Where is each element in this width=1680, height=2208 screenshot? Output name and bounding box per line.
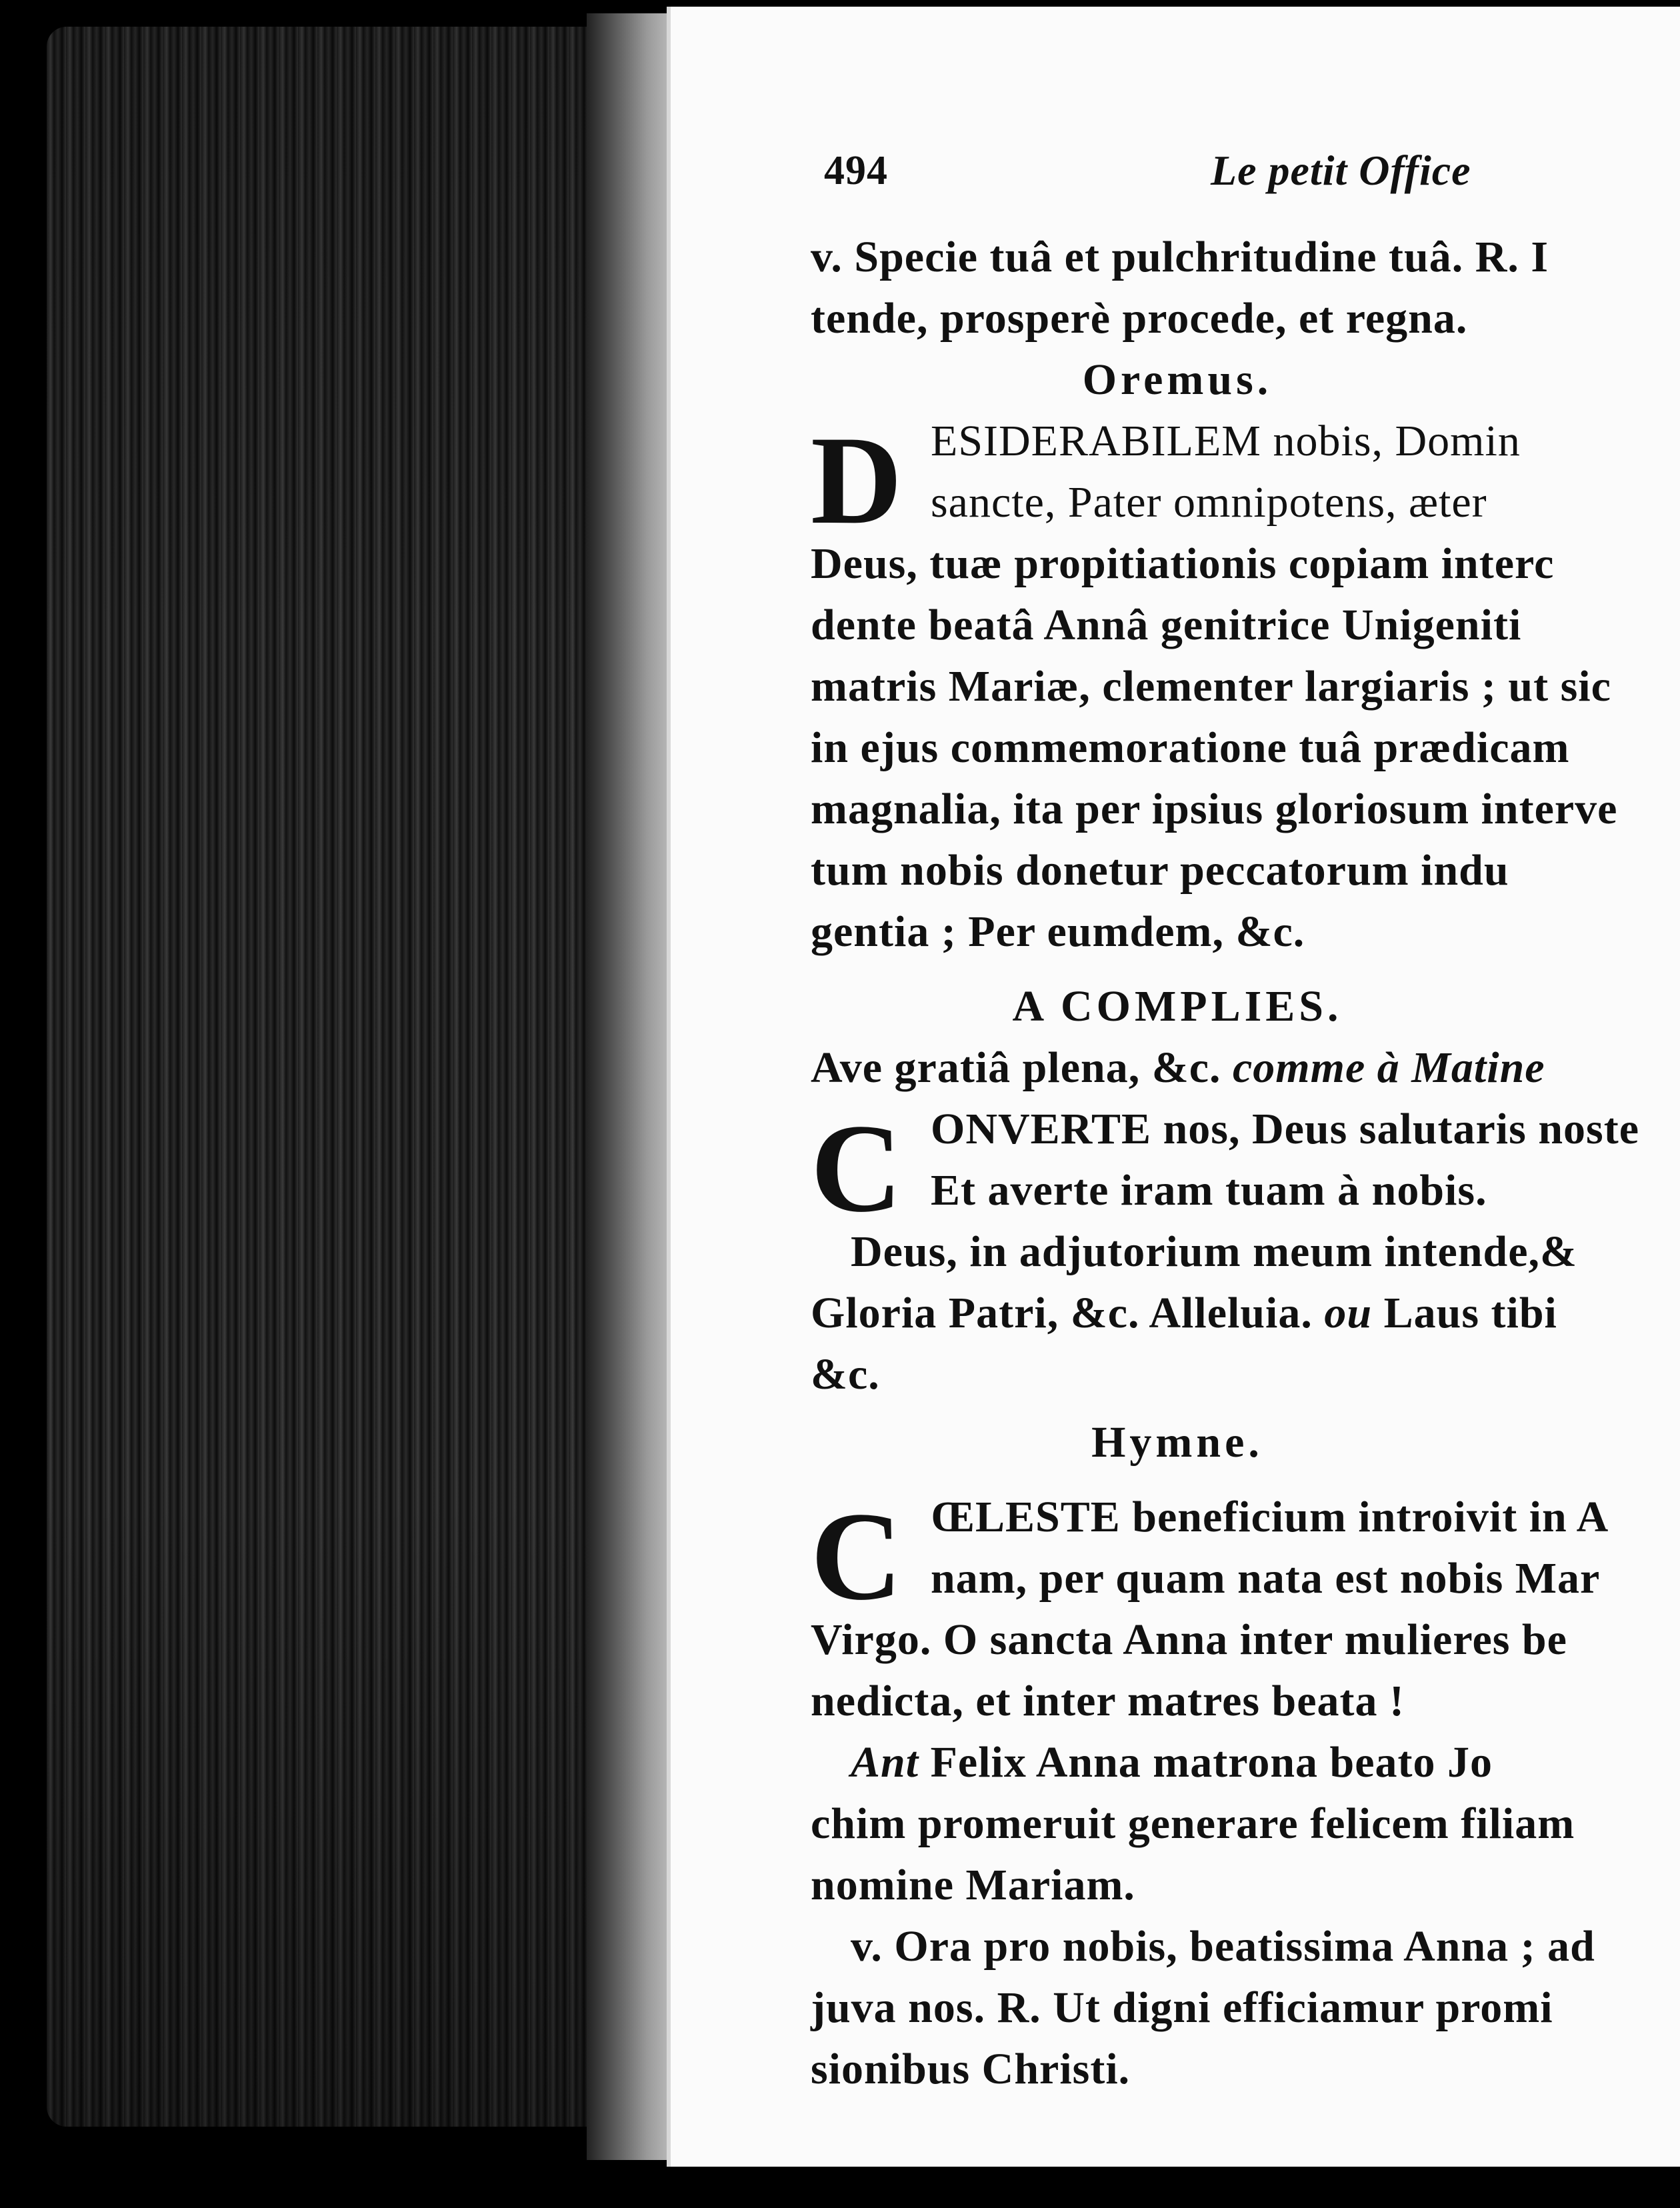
coeleste-block (811, 1487, 1680, 1627)
prayer-desiderabilem (811, 411, 1680, 551)
prayer-line: tum nobis donetur peccatorum indu (811, 846, 1509, 895)
hymn-line: ŒLESTE beneficium introivit in A (931, 1493, 1609, 1541)
versicle-line: tende, prosperè procede, et regna. (811, 294, 1468, 343)
complies-heading: A COMPLIES. (1012, 982, 1343, 1031)
hymn-line: nedicta, et inter matres beata ! (811, 1677, 1405, 1725)
antiphon-line (811, 1732, 1680, 1793)
drop-cap: D (811, 411, 903, 551)
laus-text: Laus tibi (1383, 1289, 1557, 1337)
versicle-line: v. Ora pro nobis, beatissima Anna ; ad (851, 1922, 1595, 1971)
hymn-heading: Hymne. (1091, 1418, 1263, 1467)
prayer-line: ESIDERABILEM nobis, Domin (931, 417, 1521, 465)
drop-cap: C (811, 1487, 903, 1627)
book-page (667, 7, 1680, 2167)
drop-cap: C (811, 1099, 903, 1239)
prayer-line: magnalia, ita per ipsius gloriosum interve (811, 785, 1618, 833)
antiphon-text: Felix Anna matrona beato Jo (930, 1738, 1493, 1787)
antiphon-label: Ant (851, 1738, 919, 1787)
page-edges (47, 27, 660, 2127)
prayer-line: Deus, tuæ propitiationis copiam interc (811, 539, 1555, 588)
versicle-line: v. Specie tuâ et pulchritudine tuâ. R. I (811, 233, 1549, 281)
gloria-text: Gloria Patri, &c. Alleluia. (811, 1289, 1313, 1337)
hymn-line: nam, per quam nata est nobis Mar (931, 1554, 1601, 1603)
running-title: Le petit Office (1211, 147, 1471, 194)
antiphon-line: chim promeruit generare felicem filiam (811, 1799, 1575, 1848)
page-text (811, 140, 1680, 2100)
antiphon-line: nomine Mariam. (811, 1861, 1135, 1909)
etc-line: &c. (811, 1350, 880, 1399)
prayer-line: matris Mariæ, clementer largiaris ; ut sic (811, 662, 1611, 711)
converte-line: Et averte iram tuam à nobis. (931, 1166, 1487, 1215)
page-number: 494 (824, 148, 888, 193)
ou-rubric: ou (1324, 1289, 1373, 1337)
prayer-line: gentia ; Per eumdem, &c. (811, 907, 1305, 956)
ave-text: Ave gratiâ plena, &c. (811, 1043, 1221, 1092)
deus-line: Deus, in adjutorium meum intende,& (851, 1227, 1578, 1276)
hymn-line: Virgo. O sancta Anna inter mulieres be (811, 1615, 1567, 1664)
ave-rubric: comme à Matine (1232, 1043, 1545, 1092)
versicle-line: juva nos. R. Ut digni efficiamur promi (811, 1983, 1553, 2032)
oremus-heading: Oremus. (1082, 355, 1273, 404)
converte-block (811, 1099, 1680, 1239)
prayer-line: in ejus commemoratione tuâ prædicam (811, 723, 1570, 772)
book-gutter (587, 13, 673, 2160)
ave-line (811, 1037, 1680, 1099)
gloria-line (811, 1283, 1680, 1344)
prayer-line: sancte, Pater omnipotens, æter (931, 478, 1487, 527)
versicle-line: sionibus Christi. (811, 2045, 1131, 2093)
prayer-line: dente beatâ Annâ genitrice Unigeniti (811, 601, 1522, 649)
running-head (811, 140, 1680, 227)
converte-line: ONVERTE nos, Deus salutaris noste (931, 1105, 1639, 1153)
